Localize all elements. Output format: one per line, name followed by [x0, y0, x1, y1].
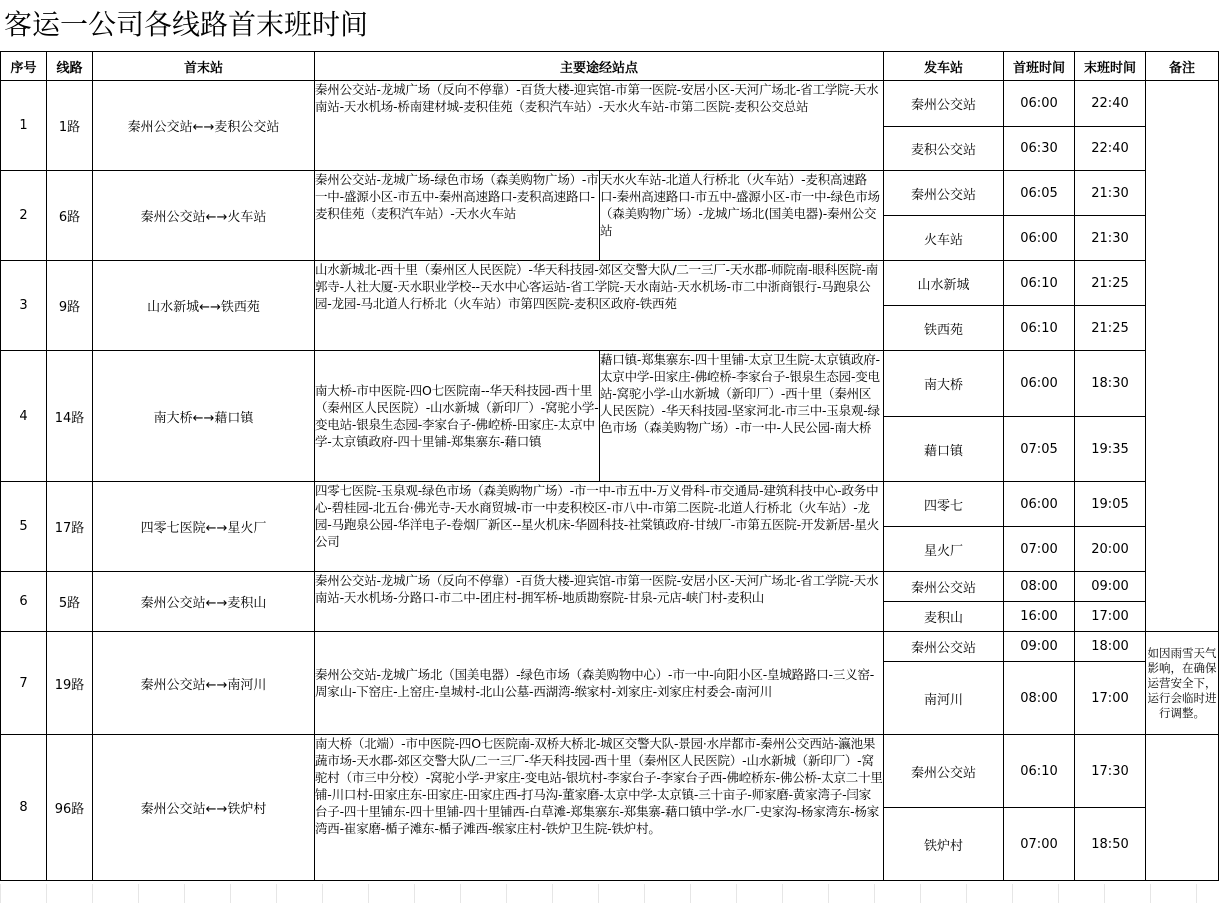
last-time: 17:30 [1075, 735, 1146, 808]
depart-station: 藉口镇 [884, 417, 1004, 482]
last-time: 19:05 [1075, 482, 1146, 527]
table-row [1, 572, 1219, 602]
depart-station: 山水新城 [884, 261, 1004, 306]
table-row [1, 482, 1219, 527]
terminals-cell: 四零七医院←→星火厂 [93, 482, 315, 572]
first-time: 09:00 [1004, 632, 1075, 662]
stops-cell: 秦州公交站-龙城广场（反向不停靠）-百货大楼-迎宾馆-市第一医院-安居小区-天河广场北-省工学院-天水南站-天水机场-桥南建材城-麦积佳苑（麦积汽车站）-天水火车站-市第二医院-麦积公交总站 [315, 81, 884, 171]
note-cell-empty [1146, 81, 1219, 632]
terminals-cell: 秦州公交站←→火车站 [93, 171, 315, 261]
table-row [1, 261, 1219, 306]
route-cell: 6路 [47, 171, 93, 261]
first-time: 06:00 [1004, 482, 1075, 527]
header-route: 线路 [47, 52, 93, 81]
terminals-cell: 山水新城←→铁西苑 [93, 261, 315, 351]
schedule-table [0, 51, 1219, 881]
depart-station: 秦州公交站 [884, 171, 1004, 216]
depart-station: 火车站 [884, 216, 1004, 261]
note-cell-empty [1146, 735, 1219, 881]
first-time: 07:00 [1004, 527, 1075, 572]
last-time: 20:00 [1075, 527, 1146, 572]
stops-cell: 秦州公交站-龙城广场北（国美电器）-绿色市场（森美购物中心）-市一中-向阳小区-皇城路路口-三义窑-周家山-下窑庄-上窑庄-皇城村-北山公墓-西湖湾-缑家村-刘家庄-刘家庄村委会-南河川 [315, 632, 884, 735]
stops-cell-return: 天水火车站-北道人行桥北（火车站）-麦积高速路口-秦州高速路口-市五中-盛源小区-市一中-绿色市场（森美购物广场）-龙城广场北(国美电器)-秦州公交站 [600, 171, 884, 261]
last-time: 21:30 [1075, 171, 1146, 216]
depart-station: 秦州公交站 [884, 81, 1004, 127]
first-time: 07:05 [1004, 417, 1075, 482]
first-time: 06:10 [1004, 261, 1075, 306]
first-time: 06:05 [1004, 171, 1075, 216]
route-cell: 5路 [47, 572, 93, 632]
table-row [1, 171, 1219, 216]
header-seq: 序号 [1, 52, 47, 81]
depart-station: 秦州公交站 [884, 735, 1004, 808]
page-title: 客运一公司各线路首末班时间 [4, 8, 369, 41]
header-stops: 主要途经站点 [315, 52, 884, 81]
stops-cell-outbound: 秦州公交站-龙城广场-绿色市场（森美购物广场）-市一中-盛源小区-市五中-秦州高速路口-麦积高速路口-麦积佳苑（麦积汽车站）-天水火车站 [315, 171, 600, 261]
table-row [1, 81, 1219, 127]
depart-station: 南河川 [884, 662, 1004, 735]
table-row [1, 632, 1219, 662]
last-time: 21:30 [1075, 216, 1146, 261]
first-time: 06:00 [1004, 81, 1075, 127]
last-time: 21:25 [1075, 261, 1146, 306]
first-time: 07:00 [1004, 808, 1075, 881]
terminals-cell: 南大桥←→藉口镇 [93, 351, 315, 482]
last-time: 22:40 [1075, 81, 1146, 127]
seq-cell: 8 [1, 735, 47, 881]
last-time: 22:40 [1075, 127, 1146, 171]
first-time: 06:00 [1004, 351, 1075, 417]
last-time: 17:00 [1075, 662, 1146, 735]
terminals-cell: 秦州公交站←→麦积公交站 [93, 81, 315, 171]
depart-station: 麦积山 [884, 602, 1004, 632]
depart-station: 四零七 [884, 482, 1004, 527]
route-cell: 96路 [47, 735, 93, 881]
route-cell: 1路 [47, 81, 93, 171]
last-time: 09:00 [1075, 572, 1146, 602]
route-cell: 19路 [47, 632, 93, 735]
seq-cell: 6 [1, 572, 47, 632]
last-time: 18:50 [1075, 808, 1146, 881]
header-last: 末班时间 [1075, 52, 1146, 81]
first-time: 08:00 [1004, 572, 1075, 602]
seq-cell: 3 [1, 261, 47, 351]
first-time: 16:00 [1004, 602, 1075, 632]
seq-cell: 4 [1, 351, 47, 482]
terminals-cell: 秦州公交站←→麦积山 [93, 572, 315, 632]
depart-station: 麦积公交站 [884, 127, 1004, 171]
depart-station: 星火厂 [884, 527, 1004, 572]
header-row [1, 52, 1219, 81]
terminals-cell: 秦州公交站←→铁炉村 [93, 735, 315, 881]
header-terminals: 首末站 [93, 52, 315, 81]
last-time: 21:25 [1075, 306, 1146, 351]
depart-station: 铁西苑 [884, 306, 1004, 351]
stops-cell-return: 藉口镇-郑集寨东-四十里铺-太京卫生院-太京镇政府-太京中学-田家庄-佛崆桥-李家台子-银泉生态园-变电站-窝驼小学-山水新城（新印厂）-西十里（秦州区人民医院）-华天科技园-坚家河北-市三中-玉泉观-绿色市场（森美购物广场）-市一中-人民公园-南大桥 [600, 351, 884, 482]
last-time: 17:00 [1075, 602, 1146, 632]
terminals-cell: 秦州公交站←→南河川 [93, 632, 315, 735]
first-time: 06:10 [1004, 306, 1075, 351]
seq-cell: 5 [1, 482, 47, 572]
depart-station: 铁炉村 [884, 808, 1004, 881]
route-cell: 9路 [47, 261, 93, 351]
route-cell: 17路 [47, 482, 93, 572]
last-time: 19:35 [1075, 417, 1146, 482]
last-time: 18:00 [1075, 632, 1146, 662]
note-cell: 如因雨雪天气影响，在确保运营安全下，运行会临时进行调整。 [1146, 632, 1219, 735]
seq-cell: 1 [1, 81, 47, 171]
seq-cell: 7 [1, 632, 47, 735]
stops-cell: 山水新城北-西十里（秦州区人民医院）-华天科技园-郊区交警大队/二一三厂-天水郡-师院南-眼科医院-南郭寺-人社大厦-天水职业学校--天水中心客运站-省工学院-天水南站-天水机场-市二中浙商银行-马跑泉公园-龙园-马北道人行桥北（火车站）市第四医院-麦积区政府-铁西苑 [315, 261, 884, 351]
depart-station: 秦州公交站 [884, 632, 1004, 662]
spreadsheet-gridlines [0, 884, 1219, 903]
header-note: 备注 [1146, 52, 1219, 81]
seq-cell: 2 [1, 171, 47, 261]
header-depart: 发车站 [884, 52, 1004, 81]
first-time: 06:10 [1004, 735, 1075, 808]
route-cell: 14路 [47, 351, 93, 482]
table-row [1, 735, 1219, 808]
table-row [1, 351, 1219, 417]
last-time: 18:30 [1075, 351, 1146, 417]
stops-cell: 秦州公交站-龙城广场（反向不停靠）-百货大楼-迎宾馆-市第一医院-安居小区-天河广场北-省工学院-天水南站-天水机场-分路口-市二中-团庄村-拥军桥-地质勘察院-甘泉-元店-峡门村-麦积山 [315, 572, 884, 632]
stops-cell: 四零七医院-玉泉观-绿色市场（森美购物广场）-市一中-市五中-万义骨科-市交通局-建筑科技中心-政务中心-碧桂园-北五台·佛光寺-天水商贸城-市一中麦积校区-市八中-市第二医院-北道人行桥北（火车站）-龙园-马跑泉公园-华洋电子-卷烟厂新区--星火机床-华圆科技-社棠镇政府-甘绒厂-市第五医院-开发新居-星火公司 [315, 482, 884, 572]
first-time: 06:30 [1004, 127, 1075, 171]
stops-cell-outbound: 南大桥-市中医院-四O七医院南--华天科技园-西十里（秦州区人民医院）-山水新城（新印厂）-窝驼小学-变电站-银泉生态园-李家台子-佛崆桥-田家庄-太京中学-太京镇政府-四十里铺-郑集寨东-藉口镇 [315, 351, 600, 482]
stops-cell: 南大桥（北端）-市中医院-四O七医院南-双桥大桥北-城区交警大队-景园·水岸都市-秦州公交西站-瀛池果蔬市场-天水郡-郊区交警大队/二一三厂-华天科技园-西十里（秦州区人民医院）-山水新城（新印厂）-窝驼村（市三中分校）-窝驼小学-尹家庄-变电站-银坑村-李家台子-李家台子西-佛崆桥东-佛公桥-太京二十里铺-川口村-田家庄东-田家庄-田家庄西-打马沟-董家磨-太京中学-太京镇-三十亩子-师家磨-黄家湾子-闫家台子-四十里铺东-四十里铺-四十里铺西-白草滩-郑集寨东-郑集寨-藉口镇中学-水厂-史家沟-杨家湾东-杨家湾西-崔家磨-楯子滩东-楯子滩西-缑家庄村-铁炉卫生院-铁炉村。 [315, 735, 884, 881]
depart-station: 秦州公交站 [884, 572, 1004, 602]
depart-station: 南大桥 [884, 351, 1004, 417]
header-first: 首班时间 [1004, 52, 1075, 81]
first-time: 08:00 [1004, 662, 1075, 735]
first-time: 06:00 [1004, 216, 1075, 261]
